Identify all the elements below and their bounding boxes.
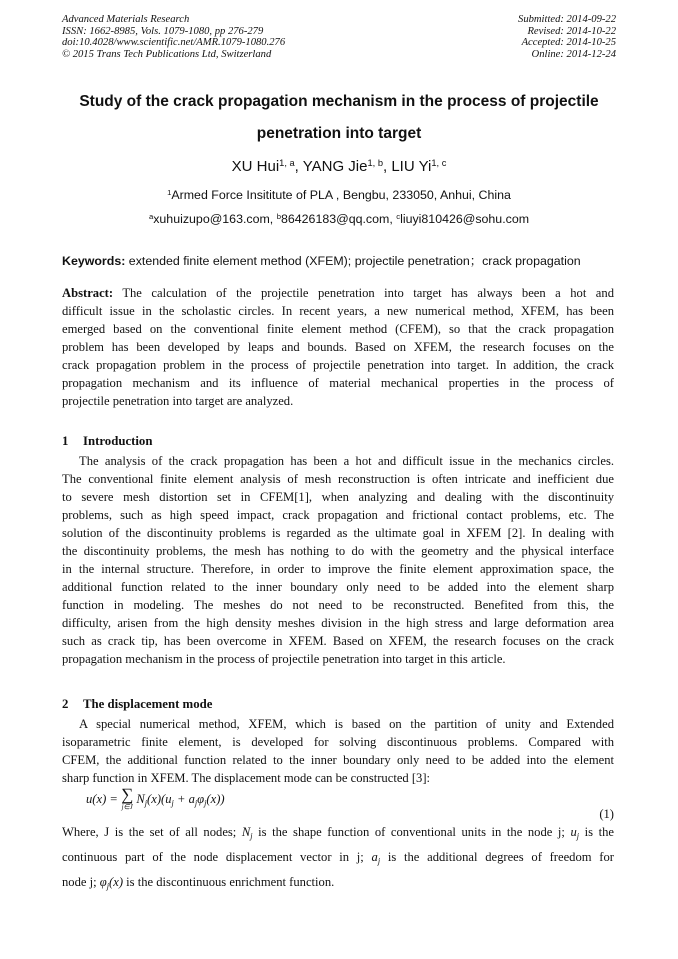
text-line: crack propagation problem in the process of projectile penetration into target. In addition, the crack <box>62 358 614 372</box>
online-date: Online: 2014-12-24 <box>531 48 616 60</box>
authors <box>0 158 678 175</box>
text-line: additional function related to the inner boundary only need to be added into the element sharp <box>62 580 614 594</box>
eq-term: (x)) <box>206 792 225 806</box>
copyright: © 2015 Trans Tech Publications Ltd, Switzerland <box>62 48 272 60</box>
text: node j; <box>62 875 100 889</box>
text-line: sharp function in XFEM. The displacement mode can be constructed [3]: <box>62 771 431 785</box>
introduction-body <box>62 452 614 668</box>
text-line: the discontinuity problems, the mesh has nothing to do with the geometry and the physical interface <box>62 544 614 558</box>
eq-index: j <box>144 798 148 808</box>
where-paragraph <box>62 820 614 895</box>
text-line: A special numerical method, XFEM, which is based on the partition of unity and Extended <box>79 717 614 731</box>
email-sup: b <box>276 211 281 221</box>
eq-index: j <box>204 798 207 808</box>
math-sub: j <box>250 831 253 841</box>
text-line: The analysis of the crack propagation has been a hot and difficult issue in the mechanics circles. <box>79 454 614 468</box>
affiliation-sup: 1 <box>167 187 172 197</box>
author-sup: 1, a <box>279 157 295 168</box>
email-sup: a <box>148 211 154 221</box>
revised-date: Revised: 2014-10-22 <box>527 25 616 37</box>
math-var: (x) <box>109 875 124 889</box>
author-sup: 1, c <box>431 157 447 168</box>
text-line: CFEM, the additional function related to the inner boundary only need to be added into the element <box>62 753 614 767</box>
math-var: φ <box>99 875 107 889</box>
where-line <box>62 845 614 870</box>
text-line: problem has been developed by leaps and bounds. Based on XFEM, the research focuses on the <box>62 340 614 354</box>
equation-1 <box>86 785 225 812</box>
text-line: isoparametric finite element, is developed for solving discontinuous problems. Compared with <box>62 735 614 749</box>
eq-lhs: u(x) = <box>86 792 122 806</box>
text: is the shape function of conventional units in the node j; <box>252 825 571 839</box>
eq-index: j <box>171 798 174 808</box>
text-line: function in modeling. The meshes do not need to be reconstructed. Benefited from this, the <box>62 598 614 612</box>
abstract-body <box>62 302 614 410</box>
abstract-line <box>62 284 614 302</box>
text-line: projectile penetration into target are analyzed. <box>62 394 294 408</box>
paper-title-line-1: Study of the crack propagation mechanism in the process of projectile <box>79 93 599 110</box>
author-name: , YANG Jie <box>294 158 368 175</box>
section-1-heading <box>62 434 152 449</box>
keywords <box>62 251 581 269</box>
submitted-date: Submitted: 2014-09-22 <box>518 14 616 25</box>
text-line: difficulty, arisen from the high density meshes division in the high stress and large deformation area <box>62 616 614 630</box>
math-sub: j <box>377 856 381 866</box>
author-sup: 1, b <box>367 157 383 168</box>
section-number: 1 <box>62 434 69 448</box>
doi: doi:10.4028/www.scientific.net/AMR.1079-1080.276 <box>62 37 286 49</box>
abstract-text: The calculation of the projectile penetration into target has always been a hot and <box>113 286 614 300</box>
text-line: such as crack tip, has been overcome in XFEM. Based on XFEM, the research focuses on the crack <box>62 634 614 648</box>
email: liuyi810426@sohu.com <box>400 212 530 226</box>
author-name: , LIU Yi <box>383 158 432 175</box>
author-name: XU Hui <box>231 158 280 175</box>
text: is the discontinuous enrichment function. <box>123 875 335 889</box>
text-line: in the internal structure. Therefore, in order to improve the finite element approximation space, the <box>62 562 614 576</box>
math-var: a <box>371 850 378 864</box>
eq-term: (x)(u <box>147 792 172 806</box>
math-sub: j <box>106 881 110 891</box>
text-line: The conventional finite element analysis of mesh reconstruction is often intricate and inefficient due <box>62 472 614 486</box>
journal-info <box>62 14 285 60</box>
text-line: problems, such as high speed impact, crack propagation and frictional contact problems, etc. The <box>62 508 614 522</box>
where-line <box>62 870 614 895</box>
affiliation <box>0 188 678 202</box>
text: is the <box>579 825 614 839</box>
issn: ISSN: 1662-8985, Vols. 1079-1080, pp 276-279 <box>62 25 264 37</box>
text-line: to severe mesh distortion set in CFEM[1], when analyzing and dealing with the discontinuity <box>62 490 614 504</box>
math-sub: j <box>576 831 580 841</box>
text: is the additional degrees of freedom for <box>380 850 614 864</box>
abstract-label: Abstract: <box>62 286 114 300</box>
keywords-text: extended finite element method (XFEM); projectile penetration；crack propagation <box>125 254 581 268</box>
math-var: N <box>241 825 251 839</box>
text: Where, J is the set of all nodes; <box>62 825 242 839</box>
text-line: difficult issue in the scholastic circles. In recent years, a new numerical method, XFEM, has been <box>62 304 614 318</box>
sum-subscript: j∈J <box>121 803 133 811</box>
email: 86426183@qq.com, <box>280 212 397 226</box>
displacement-mode-body <box>62 715 614 787</box>
text: continuous part of the node displacement vector in j; <box>62 850 372 864</box>
accepted-date: Accepted: 2014-10-25 <box>521 37 616 49</box>
dates-info <box>518 14 616 60</box>
text-line: propagation mechanism and its influence of material mechanical properties in the process of <box>62 376 614 390</box>
sum-symbol: ∑ <box>121 785 134 804</box>
where-line <box>62 820 614 845</box>
email-sup: c <box>396 211 401 221</box>
text-line: propagation mechanism in the process of projectile penetration into target in this article. <box>62 652 506 666</box>
text-line: emerged based on the conventional finite element method (CFEM), so that the crack propagation <box>62 322 614 336</box>
eq-term: N <box>136 792 145 806</box>
paper-title-line-2: penetration into target <box>256 125 422 142</box>
email: xuhuizupo@163.com, <box>153 212 277 226</box>
text-line: solution of the discontinuity problems is regarded as the ultimate goal in XFEM [2]. In dealing with <box>62 526 614 540</box>
equation-number: (1) <box>599 807 614 821</box>
math-var: u <box>570 825 577 839</box>
journal-name: Advanced Materials Research <box>62 14 190 25</box>
eq-index: j <box>194 798 198 808</box>
eq-term: + a <box>173 792 195 806</box>
section-title: Introduction <box>83 434 153 448</box>
abstract <box>62 284 614 410</box>
section-number: 2 <box>62 697 69 711</box>
eq-term: φ <box>197 792 205 806</box>
section-2-heading <box>62 697 212 712</box>
affiliation-text: Armed Force Insititute of PLA , Bengbu, 233050, Anhui, China <box>171 188 511 202</box>
keywords-label: Keywords: <box>62 254 126 268</box>
emails <box>0 212 678 226</box>
section-title: The displacement mode <box>83 697 213 711</box>
